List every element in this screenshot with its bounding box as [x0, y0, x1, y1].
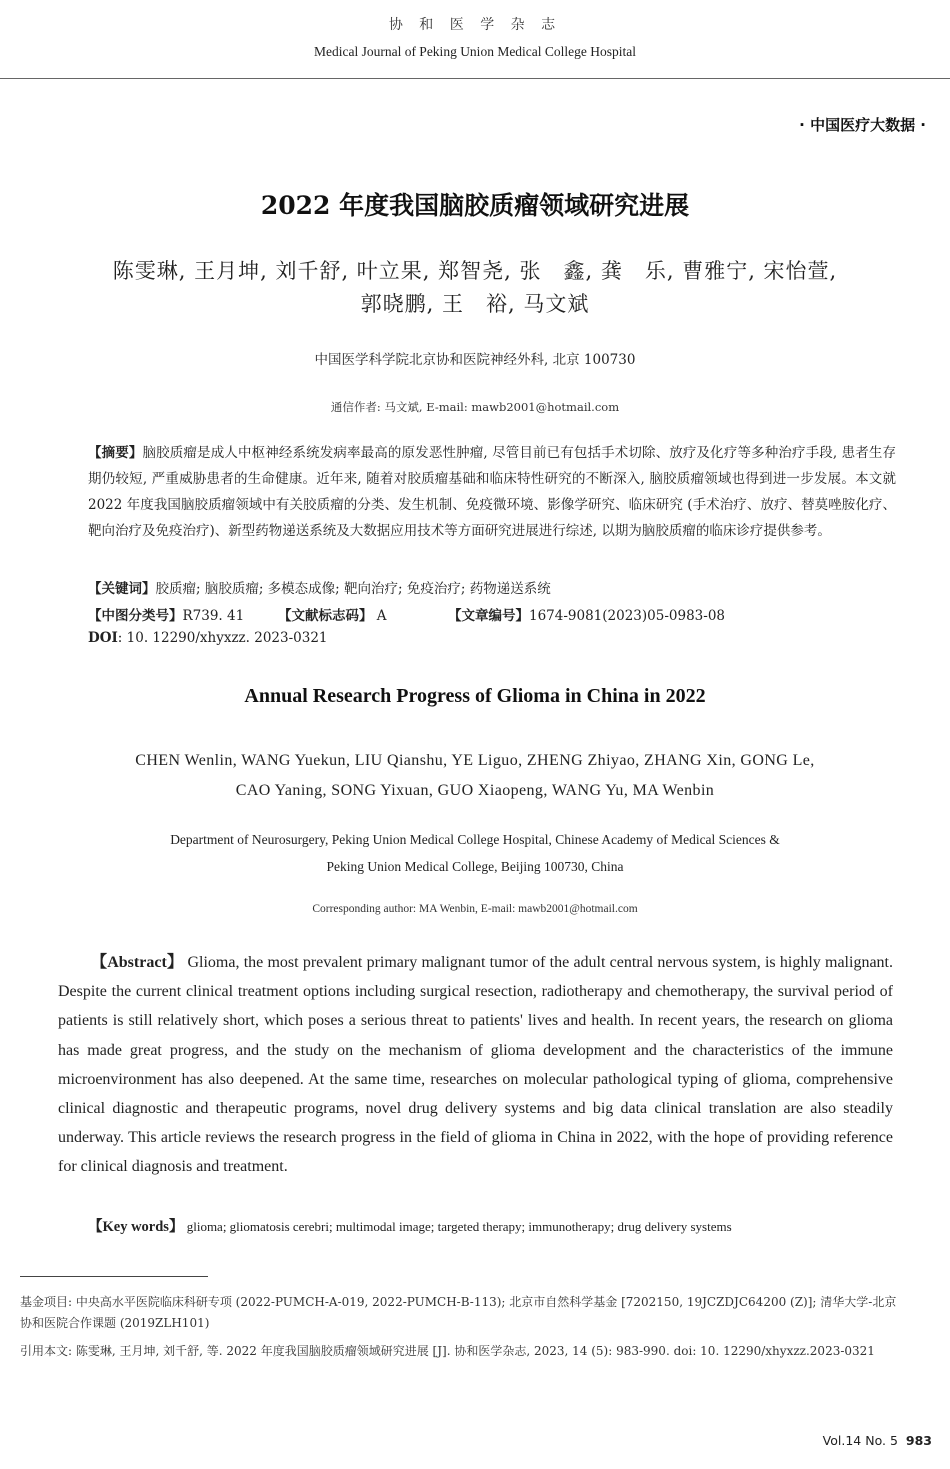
abstract-en	[58, 948, 893, 1182]
doi-line	[88, 630, 328, 646]
abstract-en-label: 【Abstract】	[91, 954, 184, 971]
clc-value: R739. 41	[182, 608, 245, 624]
keywords-en-text: glioma; gliomatosis cerebri; multimodal image; targeted therapy; immunotherapy; drug delivery systems	[186, 1219, 732, 1234]
keywords-cn-text: 胶质瘤; 脑胶质瘤; 多模态成像; 靶向治疗; 免疫治疗; 药物递送系统	[155, 581, 551, 597]
affiliation-cn: 中国医学科学院北京协和医院神经外科, 北京 100730	[314, 352, 636, 368]
classification-line	[88, 604, 725, 624]
article-number-label: 【文章编号】	[448, 608, 529, 624]
article-title-en: Annual Research Progress of Glioma in China in 2022	[244, 685, 706, 707]
article-title-cn: 2022 年度我国脑胶质瘤领域研究进展	[260, 191, 690, 220]
doc-code-value: A	[376, 608, 387, 624]
keywords-cn-label: 【关键词】	[88, 581, 156, 597]
header-divider	[0, 78, 950, 79]
funding-footnote: 基金项目: 中央高水平医院临床科研专项 (2022-PUMCH-A-019, 2022-PUMCH-B-113); 北京市自然科学基金 [7202150, 19JCZDJC64200 (Z)]; 清华大学-北京协和医院合作课题 (2019ZLH101)	[20, 1295, 897, 1330]
authors-en-line2: CAO Yaning, SONG Yixuan, GUO Xiaopeng, WANG Yu, MA Wenbin	[235, 782, 715, 799]
authors-cn-line2: 郭晓鹏, 王 裕, 马文斌	[360, 292, 590, 316]
doi-label: DOI	[88, 630, 118, 646]
doi-value[interactable]: : 10. 12290/xhyxzz. 2023-0321	[117, 630, 328, 646]
page-footer	[823, 1433, 932, 1448]
corresponding-author-cn: 通信作者: 马文斌, E-mail: mawb2001@hotmail.com	[330, 400, 620, 414]
abstract-cn	[88, 440, 896, 544]
authors-cn-line1: 陈雯琳, 王月坤, 刘千舒, 叶立果, 郑智尧, 张 鑫, 龚 乐, 曹雅宁, 宋怡萱,	[112, 259, 838, 283]
doc-code-label: 【文献标志码】	[278, 608, 373, 624]
column-tag: · 中国医疗大数据 ·	[799, 116, 926, 134]
corresponding-author-en: Corresponding author: MA Wenbin, E-mail: mawb2001@hotmail.com	[312, 903, 638, 915]
affiliation-en-line2: Peking Union Medical College, Beijing 100730, China	[326, 859, 624, 874]
journal-name-en: Medical Journal of Peking Union Medical College Hospital	[313, 44, 637, 59]
page-number: 983	[905, 1433, 932, 1448]
footnote-divider	[20, 1276, 208, 1277]
article-number-value: 1674-9081(2023)05-0983-08	[529, 608, 726, 624]
abstract-cn-text: 脑胶质瘤是成人中枢神经系统发病率最高的原发恶性肿瘤, 尽管目前已有包括手术切除、放疗及化疗等多种治疗手段, 患者生存期仍较短, 严重威胁患者的生命健康。近年来, 随着对胶质瘤基础和临床特性研究的不断深入, 脑胶质瘤领域也得到进一步发展。本文就 2022 年度我国脑胶质瘤领域中有关胶质瘤的分类、发生机制、免疫微环境、影像学研究、临床研究 (手术治疗、放疗、替莫唑胺化疗、靶向治疗及免疫治疗)、新型药物递送系统及大数据应用技术等方面研究进展进行综述, 以期为脑胶质瘤的临床诊疗提供参考。	[88, 445, 896, 539]
volume-issue: Vol.14 No. 5	[822, 1433, 898, 1448]
clc-label: 【中图分类号】	[88, 608, 183, 624]
citation-footnote: 引用本文: 陈雯琳, 王月坤, 刘千舒, 等. 2022 年度我国脑胶质瘤领域研究进展 [J]. 协和医学杂志, 2023, 14 (5): 983-990. doi: 10. 12290/xhyxzz.2023-0321	[20, 1344, 875, 1358]
journal-name-cn: 协 和 医 学 杂 志	[388, 17, 562, 33]
abstract-cn-label: 【摘要】	[88, 445, 143, 461]
keywords-en	[88, 1215, 732, 1236]
keywords-cn	[88, 577, 551, 597]
authors-en-line1: CHEN Wenlin, WANG Yuekun, LIU Qianshu, YE Liguo, ZHENG Zhiyao, ZHANG Xin, GONG Le,	[135, 752, 815, 769]
abstract-en-text: Glioma, the most prevalent primary malignant tumor of the adult central nervous system, is highly malignant. Despite the current clinical treatment options including surgical resection, radiotherapy and chemotherapy, the survival period of patients is still relatively short, which poses a serious threat to patients' lives and health. In recent years, the research on glioma has made great progress, and the study on the mechanism of glioma development and the characteristics of the immune microenvironment has also deepened. At the same time, researches on molecular pathological typing of glioma, comprehensive clinical diagnostic and therapeutic programs, novel drug delivery systems and big data clinical translation are also steadily underway. This article reviews the research progress in the field of glioma in China in 2022, with the hope of providing reference for clinical diagnosis and treatment.	[58, 954, 893, 1176]
keywords-en-label: 【Key words】	[88, 1219, 184, 1235]
affiliation-en-line1: Department of Neurosurgery, Peking Union Medical College Hospital, Chinese Academy of Medical Sciences &	[170, 832, 780, 847]
